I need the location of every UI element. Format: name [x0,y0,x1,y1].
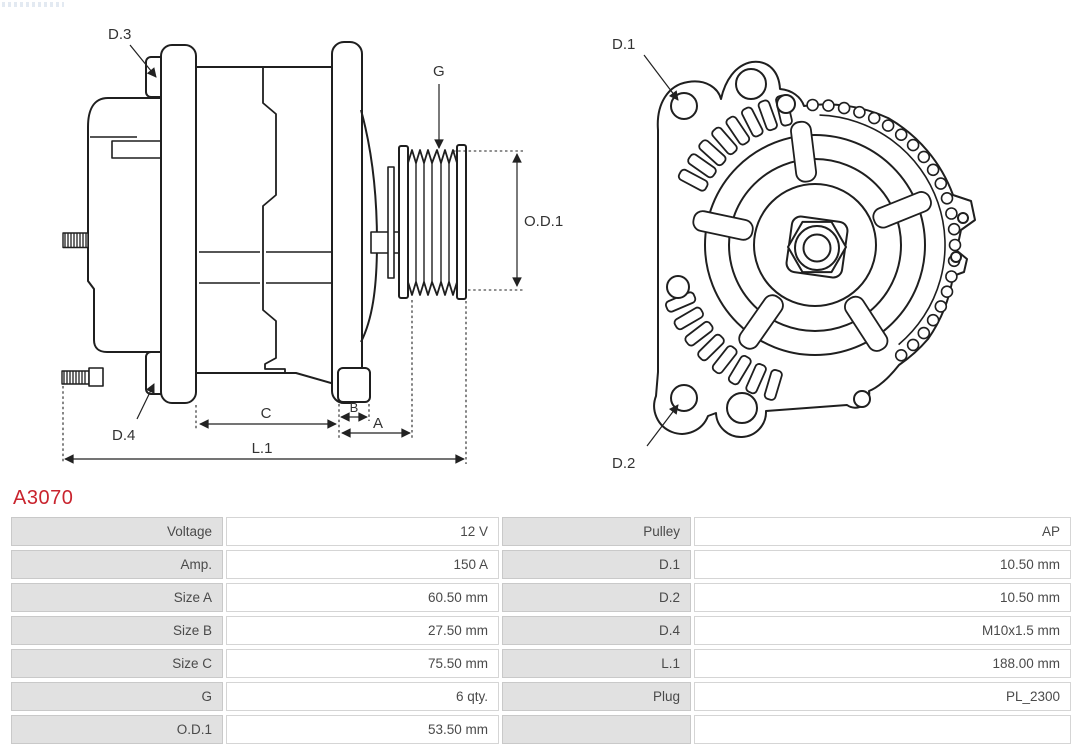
label-l1: L.1 [251,440,273,457]
spec-label-cell: Size A [11,583,223,612]
label-d2: D.2 [612,455,636,472]
spec-value-cell: 60.50 mm [226,583,499,612]
spec-value-cell: 188.00 mm [694,649,1071,678]
spec-value-cell: 75.50 mm [226,649,499,678]
spec-label-cell: Voltage [11,517,223,546]
spec-label-cell: L.1 [502,649,691,678]
spec-label-cell: Amp. [11,550,223,579]
label-c: C [260,405,272,422]
stud-shank [89,368,103,386]
label-d3: D.3 [108,26,132,43]
side-view-drawing [62,26,563,464]
spec-value-cell: PL_2300 [694,682,1071,711]
spec-value-cell: 53.50 mm [226,715,499,744]
label-od1: O.D.1 [524,213,564,230]
spec-value-cell: 150 A [226,550,499,579]
left-mid-hole [667,276,689,298]
spec-label-cell: Size B [11,616,223,645]
shaft-washer [388,167,394,278]
label-d4: D.4 [112,427,136,444]
regulator-box [112,141,165,158]
right-tab-hole-2 [951,252,961,262]
upper-small-hole [777,95,795,113]
rear-bracket-plate [161,45,196,403]
spec-label-cell: Size C [11,649,223,678]
spec-label-cell: D.1 [502,550,691,579]
mounting-hole-d2 [671,385,697,411]
label-a: A [372,415,384,432]
spec-value-cell: M10x1.5 mm [694,616,1071,645]
label-d1: D.1 [612,36,636,53]
spec-table [11,517,1071,744]
front-view-labels [612,36,635,472]
spec-label-cell: G [11,682,223,711]
spec-label-cell: Pulley [502,517,691,546]
front-view-drawing [612,36,975,472]
spec-label-cell: D.2 [502,583,691,612]
rear-housing [88,98,161,352]
spec-value-cell: 12 V [226,517,499,546]
mounting-hole-d1 [671,93,697,119]
part-number: A3070 [13,487,74,509]
spec-label-cell [502,715,691,744]
nose-cone [361,110,377,342]
pulley-groove-lines [416,163,449,282]
pulley [399,145,466,299]
spec-value-cell: AP [694,517,1071,546]
spec-value-cell: 10.50 mm [694,583,1071,612]
label-b: B [349,400,359,415]
right-tab-hole-1 [958,213,968,223]
spec-value-cell: 10.50 mm [694,550,1071,579]
spec-label-cell: O.D.1 [11,715,223,744]
spec-label-cell: Plug [502,682,691,711]
spec-label-cell: D.4 [502,616,691,645]
terminal-stud-top [63,233,88,248]
lower-through-hole [727,393,757,423]
mounting-foot [338,368,370,402]
spec-value-cell: 6 qty. [226,682,499,711]
pulley-grooves-top [408,150,457,163]
upper-through-hole [736,69,766,99]
main-body [196,67,338,385]
label-g: G [433,63,445,80]
spec-value-cell: 27.50 mm [226,616,499,645]
pulley-grooves-bottom [408,282,457,295]
lower-right-hole [854,391,870,407]
spec-value-cell [694,715,1071,744]
front-bracket [332,42,362,403]
